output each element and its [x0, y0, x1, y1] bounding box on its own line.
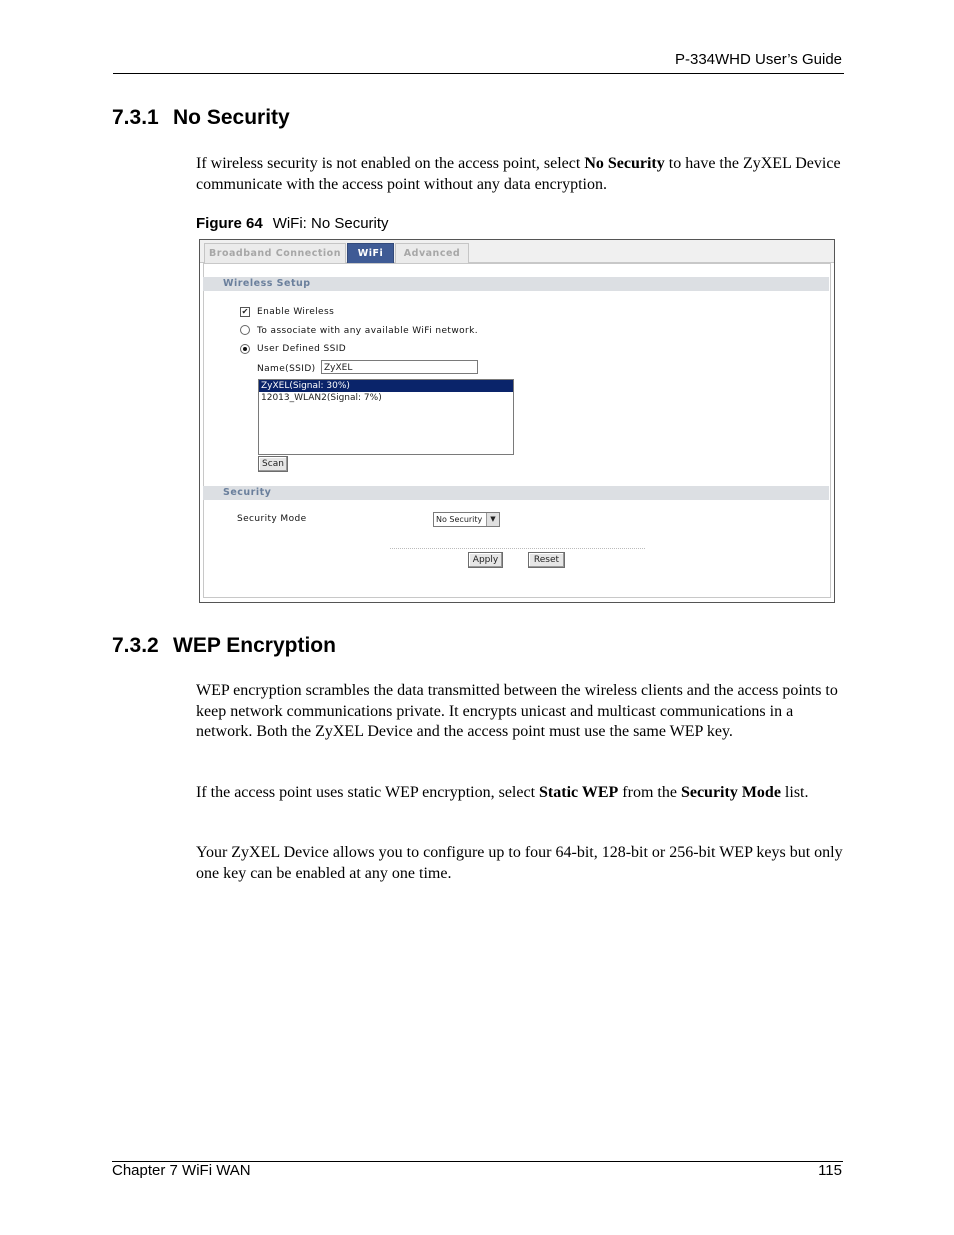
tab-broadband-connection[interactable]: Broadband Connection: [204, 243, 346, 263]
reset-button[interactable]: Reset: [528, 552, 565, 568]
associate-any-radio[interactable]: [240, 325, 250, 335]
text: from the: [618, 784, 681, 801]
figure-label: Figure 64: [196, 215, 263, 232]
paragraph-wep-intro: WEP encryption scrambles the data transmitted between the wireless clients and the access points to keep network communications private. It encrypts unicast and multicast communications in a network. Both the ZyXEL Device and the access point must use the same WEP key.: [196, 682, 838, 740]
text: If wireless security is not enabled on the access point, select: [196, 155, 585, 172]
wireless-setup-heading: [203, 277, 829, 291]
security-mode-value: No Security: [436, 515, 483, 524]
header-rule: [113, 73, 844, 74]
security-mode-select[interactable]: [433, 512, 500, 527]
figure-caption: [196, 215, 389, 232]
enable-wireless-checkbox[interactable]: ✔: [241, 307, 249, 316]
section-title: No Security: [173, 106, 290, 129]
scan-button[interactable]: Scan: [258, 456, 288, 472]
user-defined-ssid-label: User Defined SSID: [257, 344, 347, 354]
bold-term: No Security: [584, 155, 665, 172]
paragraph-wep-keys: Your ZyXEL Device allows you to configure up to four 64-bit, 128-bit or 256-bit WEP keys but only one key can be enabled at any one time.: [196, 844, 843, 882]
section-heading-no-security: [112, 106, 290, 130]
paragraph-no-security: [196, 154, 846, 195]
section-label: Wireless Setup: [223, 278, 311, 289]
text: If the access point uses static WEP encryption, select: [196, 784, 540, 801]
apply-button[interactable]: Apply: [468, 552, 503, 568]
tab-advanced[interactable]: Advanced: [395, 243, 469, 263]
tab-wifi[interactable]: WiFi: [347, 243, 394, 263]
network-option-selected[interactable]: ZyXEL(Signal: 30%): [259, 380, 513, 392]
ssid-name-label: Name(SSID): [257, 364, 316, 374]
paragraph-static-wep: [196, 783, 846, 804]
footer-page-number: 115: [818, 1162, 842, 1179]
ssid-name-input[interactable]: ZyXEL: [321, 360, 478, 374]
network-option[interactable]: 12013_WLAN2(Signal: 7%): [261, 393, 382, 403]
network-listbox[interactable]: [258, 379, 514, 455]
footer-chapter: Chapter 7 WiFi WAN: [112, 1162, 251, 1179]
tab-bar: [200, 240, 834, 263]
running-header-title: P-334WHD User’s Guide: [675, 51, 842, 68]
section-number: 7.3.1: [112, 106, 159, 129]
enable-wireless-label: Enable Wireless: [257, 307, 335, 317]
security-heading: [203, 486, 829, 500]
text: list.: [780, 784, 809, 801]
bold-term: Security Mode: [680, 784, 781, 801]
section-label: Security: [223, 487, 272, 498]
divider: [390, 548, 645, 549]
bold-term: Static WEP: [539, 784, 619, 801]
security-mode-label: Security Mode: [237, 514, 307, 524]
text: to have the ZyXEL Device communicate with the access point without any data encryption.: [196, 155, 841, 193]
section-title: WEP Encryption: [173, 634, 336, 657]
figure-title: WiFi: No Security: [272, 215, 389, 232]
section-number: 7.3.2: [112, 634, 159, 657]
chevron-down-icon[interactable]: ▼: [486, 513, 499, 526]
section-heading-wep-encryption: [112, 634, 336, 658]
user-defined-ssid-radio[interactable]: [240, 344, 250, 354]
wifi-no-security-screenshot: [199, 239, 835, 603]
associate-any-label: To associate with any available WiFi network.: [257, 326, 478, 336]
